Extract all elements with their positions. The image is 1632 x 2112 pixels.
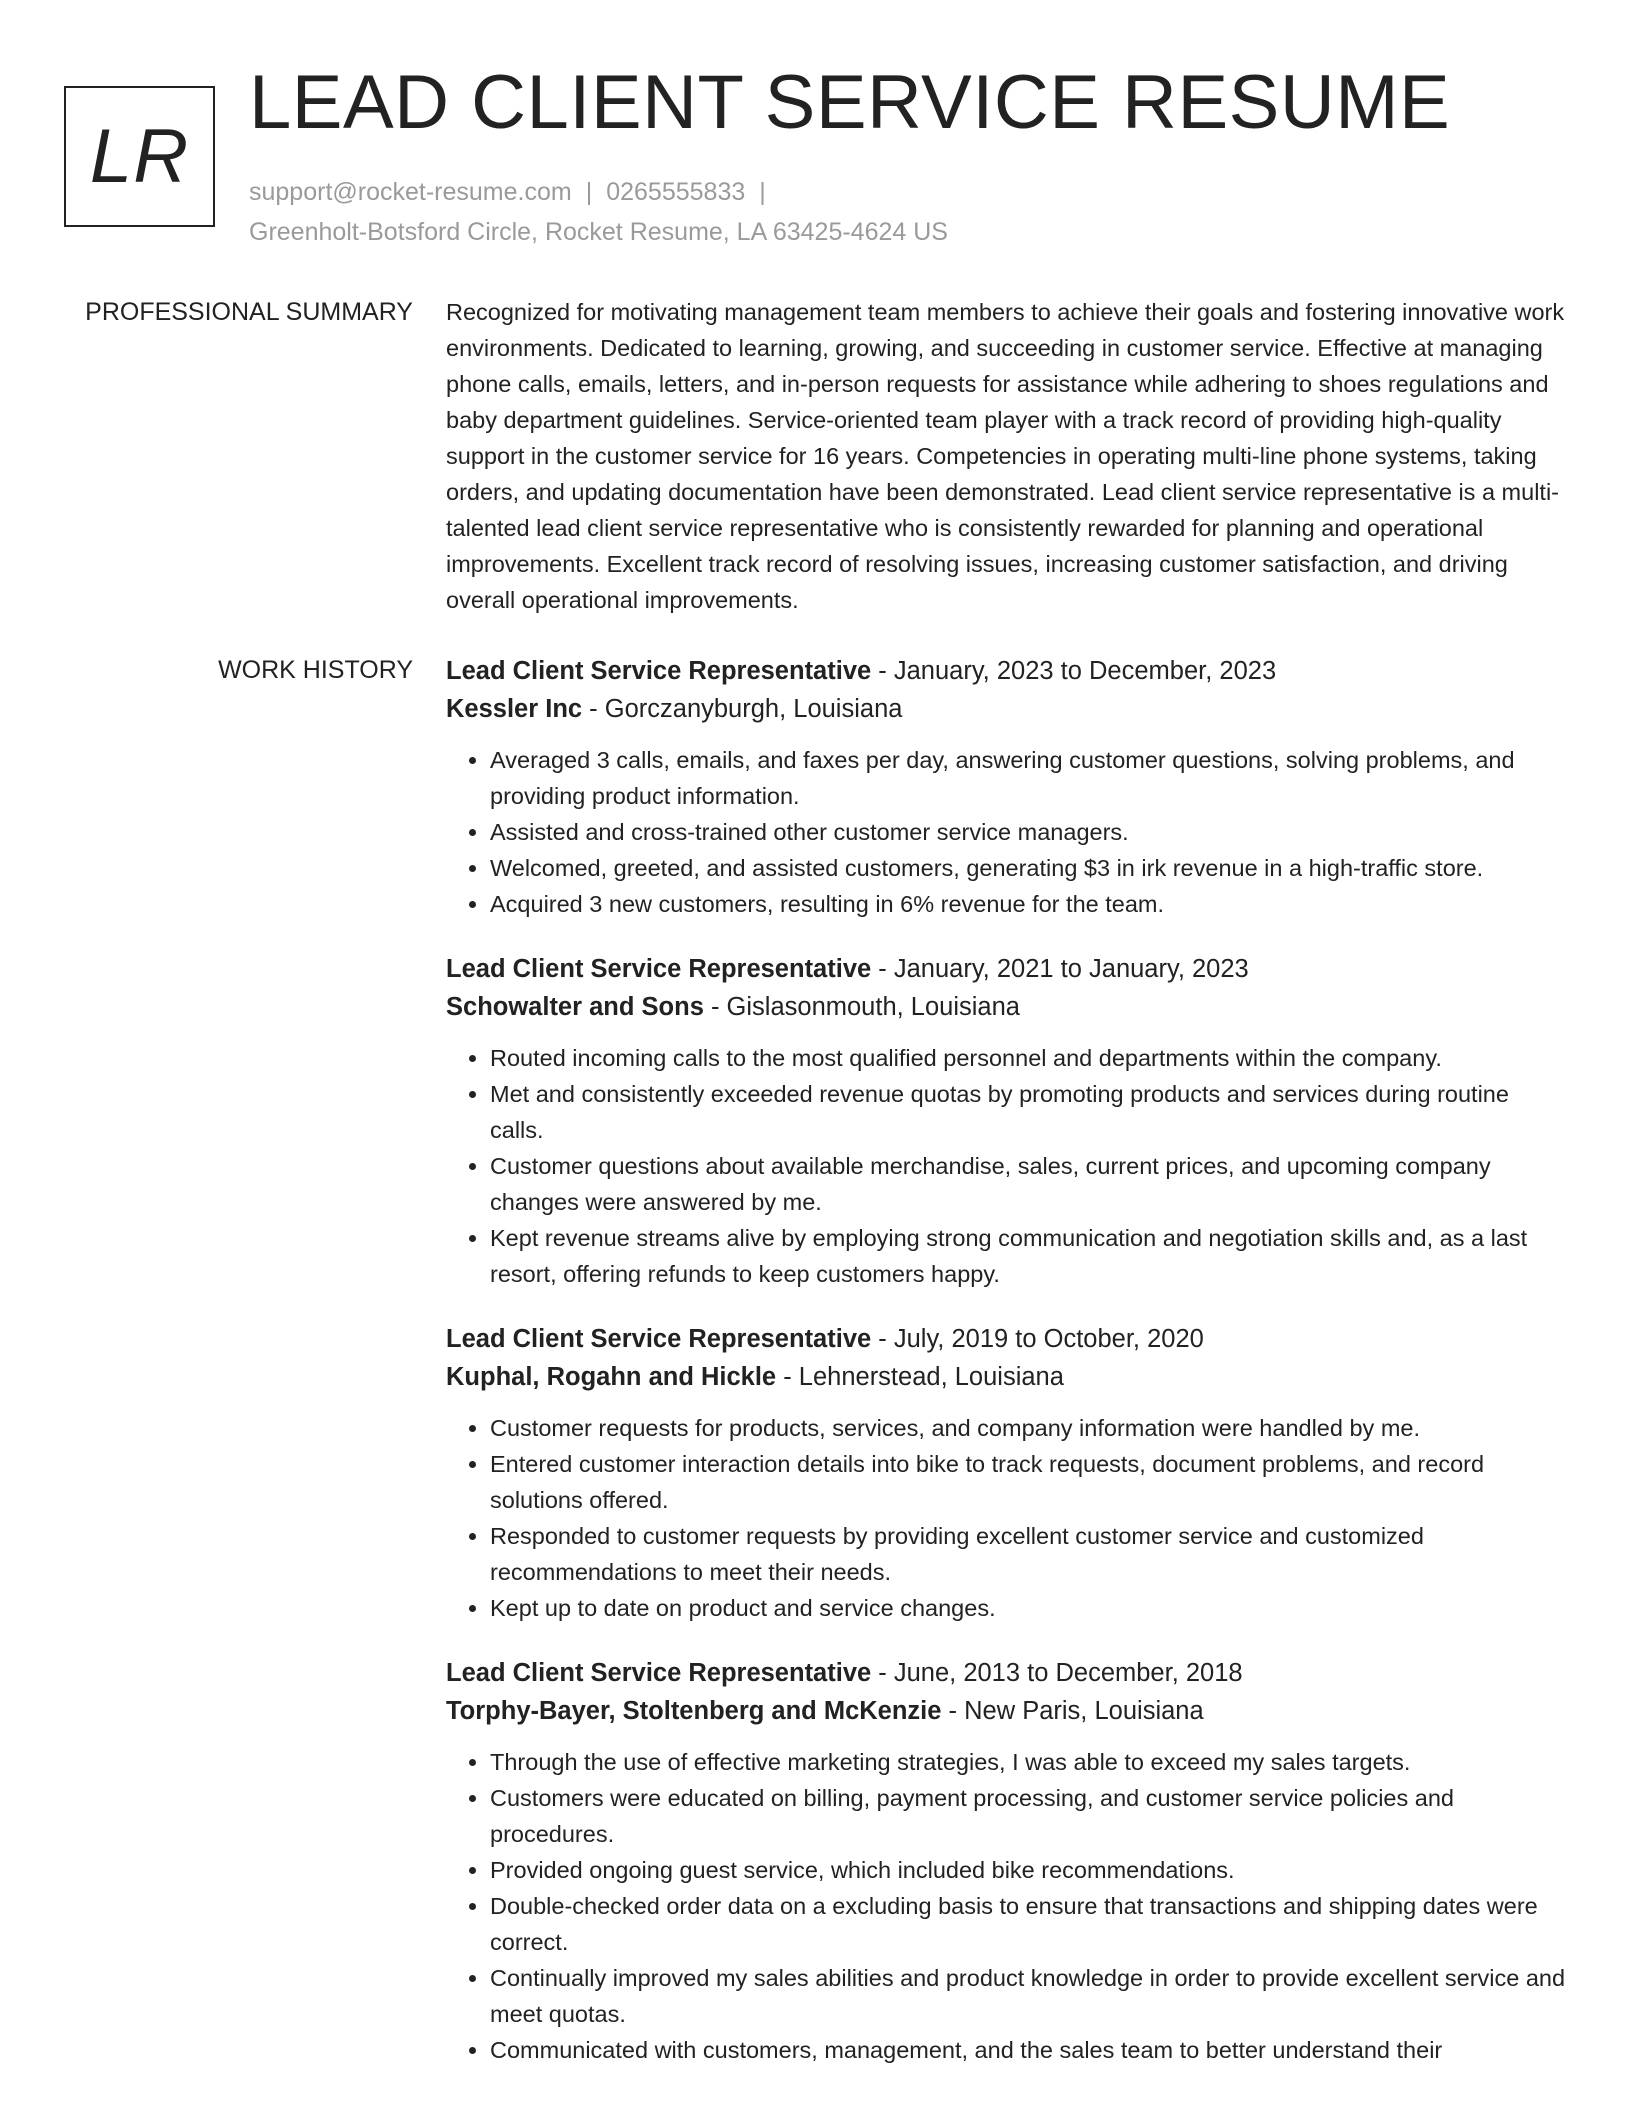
- job-company-line: [446, 1692, 1566, 1730]
- job-bullet: • Customer requests for products, services, and company information were handled by me.: [490, 1410, 1566, 1446]
- job-location: - New Paris, Louisiana: [941, 1697, 1204, 1725]
- job-dates: - June, 2013 to December, 2018: [871, 1659, 1243, 1687]
- job-bullet: • Met and consistently exceeded revenue quotas by promoting products and services during routine calls.: [490, 1076, 1566, 1148]
- job-bullet: • Averaged 3 calls, emails, and faxes per day, answering customer questions, solving problems, and providing product information.: [490, 742, 1566, 814]
- job-bullet: • Kept revenue streams alive by employing strong communication and negotiation skills and, as a last resort, offering refunds to keep customers happy.: [490, 1220, 1566, 1292]
- job-dates: - January, 2023 to December, 2023: [871, 657, 1277, 685]
- job-title: Lead Client Service Representative: [446, 657, 872, 685]
- job-title-line: [446, 1320, 1566, 1358]
- job-bullet: • Through the use of effective marketing strategies, I was able to exceed my sales targets.: [490, 1744, 1566, 1780]
- job-bullet: • Double-checked order data on a excluding basis to ensure that transactions and shipping dates were correct.: [490, 1888, 1566, 1960]
- contact-email[interactable]: support@rocket-resume.com: [249, 178, 572, 206]
- contact-separator: |: [759, 178, 766, 206]
- job-bullet: • Customers were educated on billing, payment processing, and customer service policies and procedures.: [490, 1780, 1566, 1852]
- job-bullet: • Assisted and cross-trained other customer service managers.: [490, 814, 1566, 850]
- job-bullet: • Continually improved my sales abilities and product knowledge in order to provide excellent service and meet quotas.: [490, 1960, 1566, 2032]
- summary-heading: PROFESSIONAL SUMMARY: [85, 298, 413, 326]
- contact-info: [249, 172, 948, 252]
- contact-phone[interactable]: 0265555833: [606, 178, 746, 206]
- contact-line-1: [249, 172, 948, 212]
- job-company: Torphy-Bayer, Stoltenberg and McKenzie: [446, 1697, 942, 1725]
- job-title-line: [446, 1654, 1566, 1692]
- job-dates: - January, 2021 to January, 2023: [871, 955, 1249, 983]
- job-bullet: • Entered customer interaction details into bike to track requests, document problems, and record solutions offered.: [490, 1446, 1566, 1518]
- job-company-line: [446, 1358, 1566, 1396]
- work-history-body: [446, 652, 1566, 2096]
- job-location: - Lehnerstead, Louisiana: [776, 1363, 1064, 1391]
- job-bullet: • Customer questions about available merchandise, sales, current prices, and upcoming company changes were answered by me.: [490, 1148, 1566, 1220]
- job-company: Kessler Inc: [446, 695, 583, 723]
- job-location: - Gislasonmouth, Louisiana: [703, 993, 1020, 1021]
- summary-body: [446, 294, 1566, 618]
- monogram-logo: LR: [64, 86, 215, 227]
- job-bullet: • Responded to customer requests by providing excellent customer service and customized recommendations to meet their needs.: [490, 1518, 1566, 1590]
- job-entry: [446, 652, 1566, 922]
- job-bullet: • Kept up to date on product and service changes.: [490, 1590, 1566, 1626]
- job-location: - Gorczanyburgh, Louisiana: [582, 695, 903, 723]
- work-history-heading: WORK HISTORY: [218, 656, 413, 684]
- job-bullet: • Provided ongoing guest service, which included bike recommendations.: [490, 1852, 1566, 1888]
- job-bullet: • Welcomed, greeted, and assisted customers, generating $3 in irk revenue in a high-traffic store.: [490, 850, 1566, 886]
- job-bullets: [446, 1744, 1566, 2068]
- job-company: Kuphal, Rogahn and Hickle: [446, 1363, 777, 1391]
- job-title: Lead Client Service Representative: [446, 955, 872, 983]
- job-title-line: [446, 950, 1566, 988]
- job-company: Schowalter and Sons: [446, 993, 704, 1021]
- job-bullet: • Routed incoming calls to the most qualified personnel and departments within the company.: [490, 1040, 1566, 1076]
- job-entry: [446, 950, 1566, 1292]
- job-company-line: [446, 988, 1566, 1026]
- contact-address: Greenholt-Botsford Circle, Rocket Resume, LA 63425-4624 US: [249, 218, 948, 246]
- job-bullets: [446, 742, 1566, 922]
- job-title-line: [446, 652, 1566, 690]
- resume-title: LEAD CLIENT SERVICE RESUME: [249, 60, 1451, 145]
- job-company-line: [446, 690, 1566, 728]
- job-bullets: [446, 1040, 1566, 1292]
- job-title: Lead Client Service Representative: [446, 1659, 872, 1687]
- job-bullets: [446, 1410, 1566, 1626]
- job-dates: - July, 2019 to October, 2020: [871, 1325, 1204, 1353]
- job-bullet: • Acquired 3 new customers, resulting in 6% revenue for the team.: [490, 886, 1566, 922]
- job-bullet: • Communicated with customers, management, and the sales team to better understand their: [490, 2032, 1566, 2068]
- job-title: Lead Client Service Representative: [446, 1325, 872, 1353]
- contact-separator: |: [585, 178, 593, 206]
- job-entry: [446, 1320, 1566, 1626]
- job-entry: [446, 1654, 1566, 2068]
- summary-text: Recognized for motivating management team members to achieve their goals and fostering innovative work environments. Dedicated to learning, growing, and succeeding in customer service. Effective at managing phone calls, emails, letters, and in-person requests for assistance while adhering to shoes regulations and baby department guidelines. Service-oriented team player with a track record of providing high-quality support in the customer service for 16 years. Competencies in operating multi-line phone systems, taking orders, and updating documentation have been demonstrated. Lead client service representative is a multi-talented lead client service representative who is consistently rewarded for planning and operational improvements. Excellent track record of resolving issues, increasing customer satisfaction, and driving overall operational improvements.: [446, 299, 1565, 613]
